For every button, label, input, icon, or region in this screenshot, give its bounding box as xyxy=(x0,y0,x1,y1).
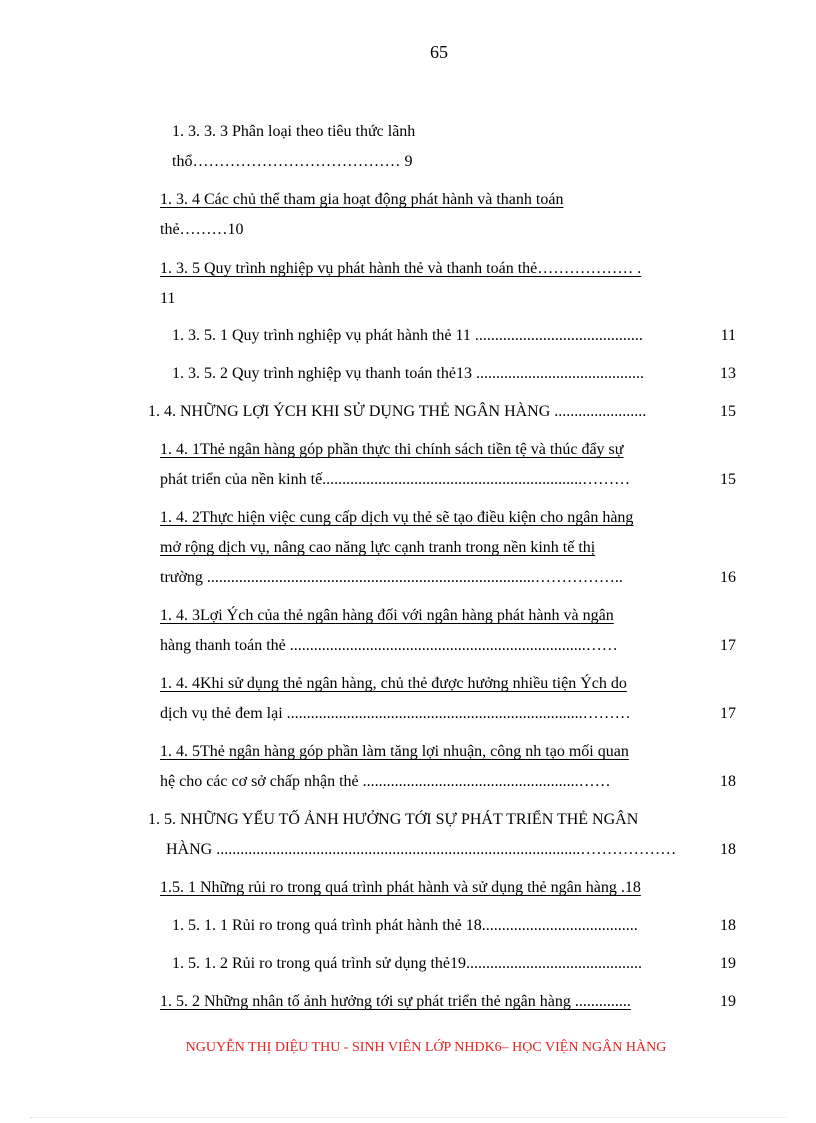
toc-entry-1-5-1-1[interactable]: 1. 5. 1. 1 Rủi ro trong quá trình phát hành thẻ 18....................................... xyxy=(172,917,638,934)
toc-entry-1-4-4-line2[interactable]: dịch vụ thẻ đem lại ..........................................................................……… xyxy=(160,705,631,722)
toc-entry-1-3-5-line2[interactable]: 11 xyxy=(160,290,176,307)
toc-entry-1-5-1[interactable]: 1.5. 1 Những rủi ro trong quá trình phát hành và sử dụng thẻ ngân hàng .18 xyxy=(160,879,641,896)
toc-page-number: 19 xyxy=(720,955,736,972)
toc-entry-1-5-line2[interactable]: HÀNG ...........................................................................................……………… xyxy=(166,841,677,858)
toc-entry-1-5-1-2[interactable]: 1. 5. 1. 2 Rủi ro trong quá trình sử dụng thẻ19............................................ xyxy=(172,955,642,972)
toc-page-number: 17 xyxy=(720,637,736,654)
toc-entry-1-4-1-line1[interactable]: 1. 4. 1Thẻ ngân hàng góp phần thực thi chính sách tiền tệ và thúc đẩy sự xyxy=(160,441,624,458)
toc-entry-1-4[interactable]: 1. 4. NHỮNG LỢI ÝCH KHI SỬ DỤNG THẺ NGÂN HÀNG ....................... xyxy=(148,403,647,420)
toc-page-number: 18 xyxy=(720,841,736,858)
toc-page-number: 18 xyxy=(720,917,736,934)
toc-page-number: 11 xyxy=(720,327,736,344)
toc-page-number: 13 xyxy=(720,365,736,382)
toc-entry-1-4-1-line2[interactable]: phát triển của nền kinh tế.................................................................……… xyxy=(160,471,631,488)
toc-entry-1-3-5-2[interactable]: 1. 3. 5. 2 Quy trình nghiệp vụ thanh toán thẻ13 .......................................... xyxy=(172,365,644,382)
toc-entry-1-3-3-3-line1[interactable]: 1. 3. 3. 3 Phân loại theo tiêu thức lãnh xyxy=(172,123,416,140)
toc-page-number: 15 xyxy=(720,471,736,488)
toc-page-number: 17 xyxy=(720,705,736,722)
toc-entry-1-3-4-line1[interactable]: 1. 3. 4 Các chủ thể tham gia hoạt động phát hành và thanh toán xyxy=(160,191,564,208)
toc-page-number: 16 xyxy=(720,569,736,586)
toc-entry-1-4-3-line2[interactable]: hàng thanh toán thẻ ..........................................................................…… xyxy=(160,637,618,654)
toc-entry-1-4-2-line1[interactable]: 1. 4. 2Thực hiện việc cung cấp dịch vụ thẻ sẽ tạo điều kiện cho ngân hàng xyxy=(160,509,634,526)
toc-entry-1-4-2-line2[interactable]: mở rộng dịch vụ, nâng cao năng lực cạnh tranh trong nền kinh tế thị xyxy=(160,539,596,556)
page-footer: NGUYỄN THỊ DIỆU THU - SINH VIÊN LỚP NHDK6– HỌC VIỆN NGÂN HÀNG xyxy=(185,1040,667,1055)
toc-entry-1-3-4-line2[interactable]: thẻ………10 xyxy=(160,221,244,238)
page-bottom-divider xyxy=(30,1117,786,1118)
toc-entry-1-4-5-line2[interactable]: hệ cho các cơ sở chấp nhận thẻ ......................................................…… xyxy=(160,773,611,790)
toc-entry-1-3-5-1[interactable]: 1. 3. 5. 1 Quy trình nghiệp vụ phát hành thẻ 11 .......................................... xyxy=(172,327,643,344)
toc-entry-1-3-3-3-line2[interactable]: thổ………………………………… 9 xyxy=(172,153,413,170)
toc-entry-1-4-3-line1[interactable]: 1. 4. 3Lợi Ých của thẻ ngân hàng đối với ngân hàng phát hành và ngân xyxy=(160,607,614,624)
toc-entry-1-5-2[interactable]: 1. 5. 2 Những nhân tố ảnh hưởng tới sự phát triển thẻ ngân hàng .............. xyxy=(160,993,631,1010)
toc-page-number: 15 xyxy=(720,403,736,420)
toc-entry-1-4-5-line1[interactable]: 1. 4. 5Thẻ ngân hàng góp phần làm tăng lợi nhuận, công nh tạo mối quan xyxy=(160,743,629,760)
toc-entry-1-4-4-line1[interactable]: 1. 4. 4Khi sử dụng thẻ ngân hàng, chủ thẻ được hưởng nhiều tiện Ých do xyxy=(160,675,627,692)
toc-page-number: 19 xyxy=(720,993,736,1010)
page-number: 65 xyxy=(430,42,448,62)
toc-page-number: 18 xyxy=(720,773,736,790)
toc-entry-1-3-5-line1[interactable]: 1. 3. 5 Quy trình nghiệp vụ phát hành thẻ và thanh toán thẻ……………… . xyxy=(160,260,642,277)
toc-entry-1-5-line1[interactable]: 1. 5. NHỮNG YẾU TỐ ẢNH HƯỞNG TỚI SỰ PHÁT TRIỂN THẺ NGÂN xyxy=(148,811,639,828)
toc-entry-1-4-2-line3[interactable]: trường ..................................................................................…………….. xyxy=(160,569,623,586)
